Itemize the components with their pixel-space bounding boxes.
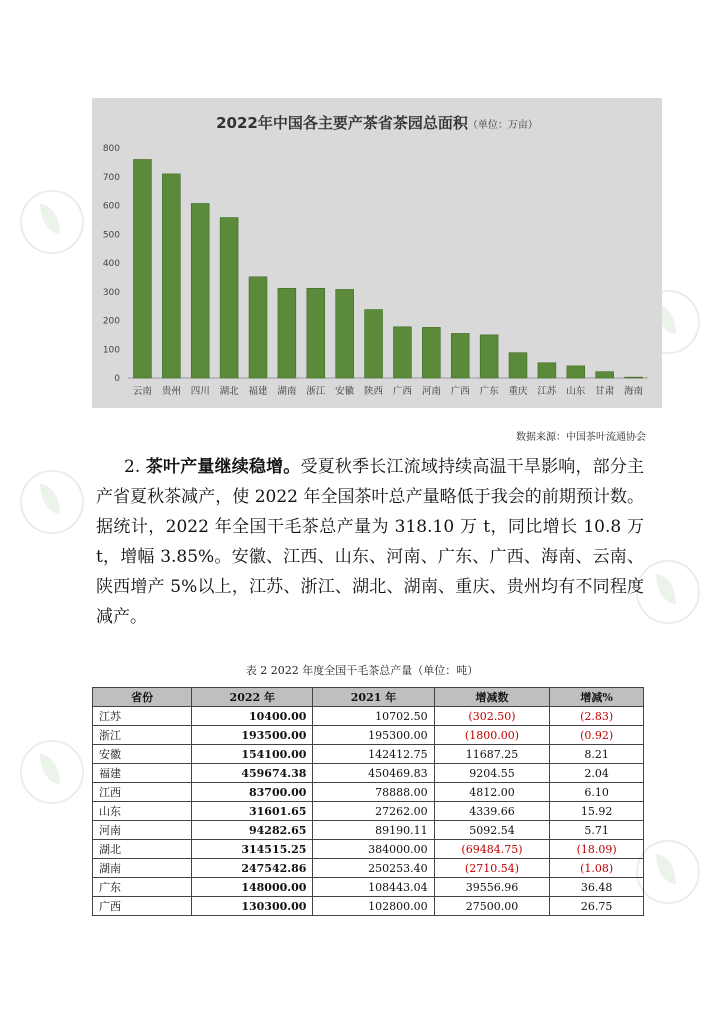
cell-province: 河南	[93, 821, 192, 840]
x-tick-label: 湖北	[219, 386, 239, 397]
cell-change: 11687.25	[434, 745, 550, 764]
cell-2022: 154100.00	[192, 745, 313, 764]
table-row	[93, 745, 644, 764]
cell-change-pct: (0.92)	[550, 726, 644, 745]
bar-chart	[92, 98, 662, 408]
watermark-logo	[636, 840, 700, 904]
header-province: 省份	[93, 688, 192, 707]
watermark-logo	[20, 740, 84, 804]
table-row	[93, 802, 644, 821]
table-row	[93, 897, 644, 916]
cell-2021: 78888.00	[313, 783, 434, 802]
y-tick-label: 500	[102, 230, 120, 241]
cell-change-pct: 26.75	[550, 897, 644, 916]
source-note: 数据来源：中国茶叶流通协会	[516, 432, 646, 443]
x-tick-label: 广西	[450, 386, 470, 397]
y-tick-label: 100	[102, 345, 120, 356]
header-change-pct: 增减%	[550, 688, 644, 707]
paragraph-lead: 茶叶产量继续稳增。	[145, 457, 301, 477]
x-tick-label: 海南	[624, 386, 644, 397]
table-row	[93, 821, 644, 840]
y-tick-label: 200	[102, 316, 120, 327]
cell-change: 4812.00	[434, 783, 550, 802]
bar-安徽	[336, 289, 354, 378]
x-tick-label: 陕西	[364, 386, 384, 397]
cell-change-pct: 15.92	[550, 802, 644, 821]
cell-change-pct: 36.48	[550, 878, 644, 897]
bar-云南	[133, 160, 151, 379]
cell-change: (69484.75)	[434, 840, 550, 859]
cell-2021: 27262.00	[313, 802, 434, 821]
cell-2021: 142412.75	[313, 745, 434, 764]
cell-change-pct: (18.09)	[550, 840, 644, 859]
y-tick-label: 700	[102, 172, 120, 183]
watermark-logo	[636, 560, 700, 624]
watermark-logo	[20, 470, 84, 534]
bar-贵州	[162, 174, 180, 378]
x-tick-label: 浙江	[306, 386, 326, 397]
header-change: 增减数	[434, 688, 550, 707]
cell-change-pct: 5.71	[550, 821, 644, 840]
header-2022: 2022 年	[192, 688, 313, 707]
cell-change: (1800.00)	[434, 726, 550, 745]
x-tick-label: 湖南	[277, 386, 297, 397]
cell-province: 福建	[93, 764, 192, 783]
cell-2022: 10400.00	[192, 707, 313, 726]
cell-change-pct: 6.10	[550, 783, 644, 802]
watermark-logo	[20, 190, 84, 254]
cell-2021: 102800.00	[313, 897, 434, 916]
cell-2021: 384000.00	[313, 840, 434, 859]
paragraph-body: 受夏秋季长江流域持续高温干旱影响，部分主产省夏秋茶减产，使 2022 年全国茶叶总产量略低于我会的前期预计数。据统计，2022 年全国干毛茶总产量为 318.10 万 t，同比增长 10.8 万 t，增幅 3.85%。安徽、江西、山东、河南、广东、广西、海南、云南、陕西增产 5%以上，江苏、浙江、湖北、湖南、重庆、贵州均有不同程度减产。	[96, 457, 645, 627]
bar-河南	[422, 327, 440, 378]
x-tick-label: 贵州	[161, 386, 181, 397]
x-tick-label: 广西	[392, 386, 412, 397]
table-header-row	[93, 688, 644, 707]
bar-广西	[451, 333, 469, 378]
bar-广西	[393, 327, 411, 378]
x-tick-label: 安徽	[335, 386, 355, 397]
bar-四川	[191, 203, 209, 378]
x-tick-label: 山东	[566, 386, 586, 397]
cell-province: 江西	[93, 783, 192, 802]
x-tick-label: 云南	[132, 386, 152, 397]
cell-2021: 195300.00	[313, 726, 434, 745]
table-row	[93, 840, 644, 859]
x-tick-label: 江苏	[537, 386, 557, 397]
cell-province: 江苏	[93, 707, 192, 726]
chart-canvas	[92, 98, 662, 408]
cell-change: (2710.54)	[434, 859, 550, 878]
cell-province: 湖南	[93, 859, 192, 878]
cell-change-pct: 2.04	[550, 764, 644, 783]
cell-province: 安徽	[93, 745, 192, 764]
bar-重庆	[509, 353, 527, 378]
cell-2022: 130300.00	[192, 897, 313, 916]
y-tick-label: 300	[102, 287, 120, 298]
bar-福建	[249, 277, 267, 378]
y-tick-label: 600	[102, 201, 120, 212]
chart-title-unit: （单位：万亩）	[467, 120, 538, 131]
table-row	[93, 859, 644, 878]
bar-浙江	[307, 288, 325, 378]
cell-2022: 31601.65	[192, 802, 313, 821]
x-tick-label: 重庆	[508, 386, 528, 397]
cell-2021: 10702.50	[313, 707, 434, 726]
y-tick-label: 800	[102, 144, 120, 154]
y-tick-label: 400	[102, 259, 120, 269]
production-table	[92, 687, 644, 916]
table-row	[93, 726, 644, 745]
bar-广东	[480, 335, 498, 378]
table-row	[93, 707, 644, 726]
cell-2021: 89190.11	[313, 821, 434, 840]
header-2021: 2021 年	[313, 688, 434, 707]
cell-change-pct: 8.21	[550, 745, 644, 764]
bar-湖南	[278, 288, 296, 378]
cell-province: 广东	[93, 878, 192, 897]
table-row	[93, 783, 644, 802]
cell-province: 山东	[93, 802, 192, 821]
cell-2022: 247542.86	[192, 859, 313, 878]
cell-2022: 83700.00	[192, 783, 313, 802]
x-tick-label: 河南	[421, 386, 441, 397]
cell-2021: 450469.83	[313, 764, 434, 783]
bar-山东	[567, 366, 585, 378]
bar-甘肃	[596, 372, 614, 378]
x-tick-label: 广东	[479, 386, 499, 397]
cell-change: (302.50)	[434, 707, 550, 726]
cell-change: 4339.66	[434, 802, 550, 821]
table-caption: 表 2 2022 年度全国干毛茶总产量（单位：吨）	[245, 664, 479, 677]
y-tick-label: 0	[114, 374, 120, 384]
x-tick-label: 四川	[190, 386, 210, 397]
cell-change: 5092.54	[434, 821, 550, 840]
cell-change: 9204.55	[434, 764, 550, 783]
bar-江苏	[538, 363, 556, 378]
paragraph-number: 2.	[124, 457, 141, 477]
cell-2021: 250253.40	[313, 859, 434, 878]
cell-2021: 108443.04	[313, 878, 434, 897]
bar-湖北	[220, 218, 238, 378]
table-row	[93, 878, 644, 897]
body-paragraph	[96, 452, 644, 632]
cell-change-pct: (2.83)	[550, 707, 644, 726]
cell-2022: 148000.00	[192, 878, 313, 897]
cell-2022: 459674.38	[192, 764, 313, 783]
bar-海南	[625, 377, 643, 378]
x-tick-label: 福建	[248, 386, 268, 397]
cell-2022: 193500.00	[192, 726, 313, 745]
table-row	[93, 764, 644, 783]
cell-province: 浙江	[93, 726, 192, 745]
cell-change: 27500.00	[434, 897, 550, 916]
cell-province: 广西	[93, 897, 192, 916]
chart-title-text: 2022年中国各主要产茶省茶园总面积	[216, 114, 468, 132]
cell-2022: 314515.25	[192, 840, 313, 859]
cell-change-pct: (1.08)	[550, 859, 644, 878]
bar-陕西	[365, 310, 383, 378]
cell-province: 湖北	[93, 840, 192, 859]
cell-change: 39556.96	[434, 878, 550, 897]
x-tick-label: 甘肃	[595, 386, 615, 397]
cell-2022: 94282.65	[192, 821, 313, 840]
